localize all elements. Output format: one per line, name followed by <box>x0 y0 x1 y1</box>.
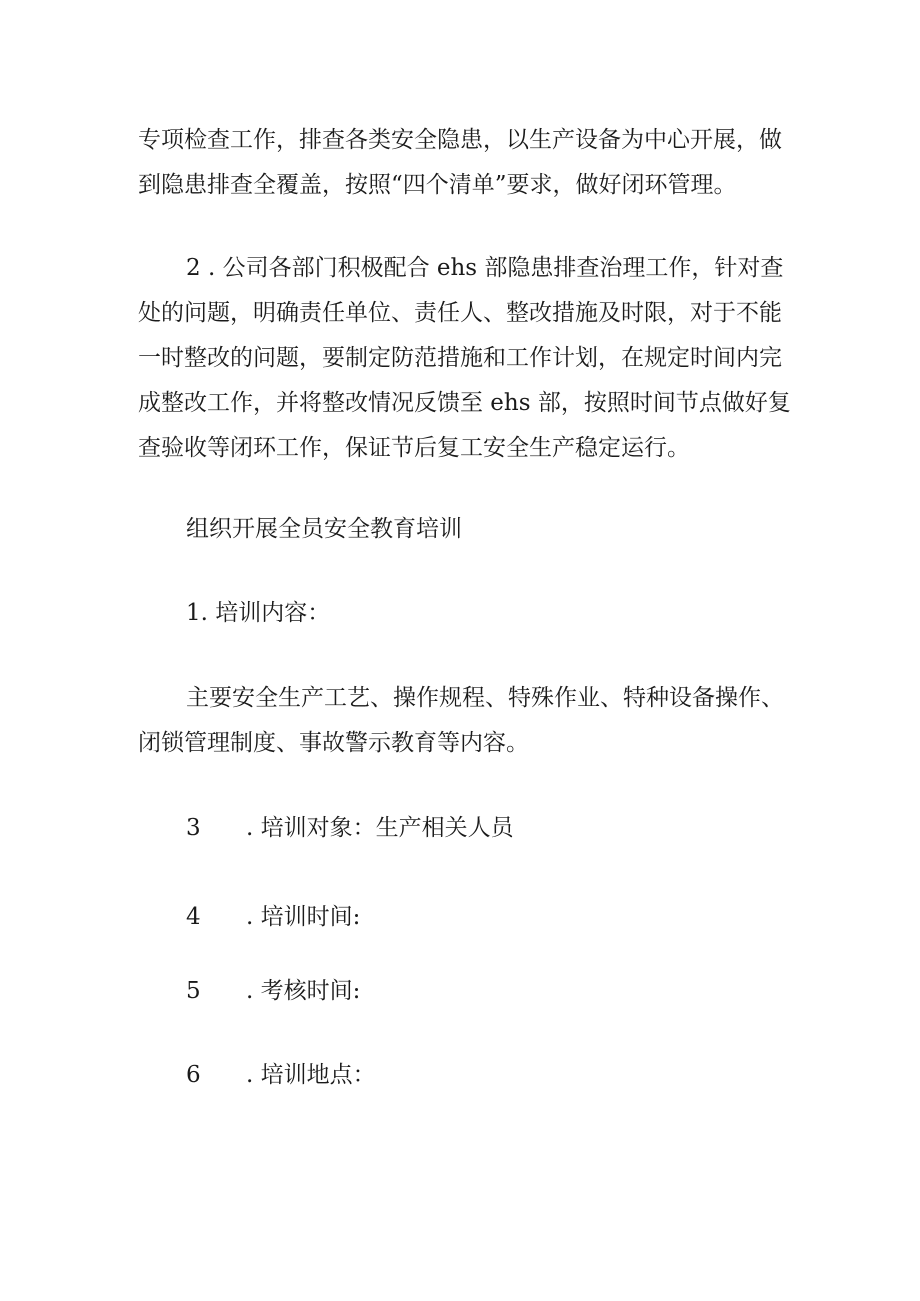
paragraph-training-content <box>138 676 793 766</box>
text-line: 到隐患排查全覆盖，按照“四个清单”要求，做好闭环管理。 <box>138 172 737 198</box>
item-training-time <box>186 895 360 940</box>
item-text: . 考核时间: <box>246 978 361 1004</box>
text-line: 闭锁管理制度、事故警示教育等内容。 <box>138 730 529 756</box>
item-text: . 培训地点： <box>246 1062 376 1088</box>
item-number: 5 <box>186 978 201 1004</box>
item-number: 6 <box>186 1062 201 1088</box>
item-training-location <box>186 1053 376 1098</box>
text-line: 成整改工作，并将整改情况反馈至 ehs 部，按照时间节点做好复 <box>138 390 791 416</box>
text-line: 主要安全生产工艺、操作规程、特殊作业、特种设备操作、 <box>186 685 784 711</box>
item-number: 4 <box>186 904 201 930</box>
item-training-target <box>186 806 514 851</box>
section-heading <box>138 507 841 552</box>
text-line: 专项检查工作，排查各类安全隐患，以生产设备为中心开展，做 <box>138 127 782 153</box>
text-line: 2 . 公司各部门积极配合 ehs 部隐患排查治理工作，针对查 <box>186 255 784 281</box>
item-text: . 培训对象：生产相关人员 <box>246 815 514 841</box>
text-line: 一时整改的问题，要制定防范措施和工作计划，在规定时间内完 <box>138 345 782 371</box>
item-text: 1. 培训内容： <box>186 600 331 626</box>
item-text: . 培训时间: <box>246 904 361 930</box>
paragraph-inspection <box>138 118 793 208</box>
item-number: 3 <box>186 815 201 841</box>
item-training-content <box>138 591 841 636</box>
text-line: 处的问题，明确责任单位、责任人、整改措施及时限，对于不能 <box>138 300 782 326</box>
heading-text: 组织开展全员安全教育培训 <box>186 516 462 542</box>
text-line: 查验收等闭环工作，保证节后复工安全生产稳定运行。 <box>138 435 690 461</box>
paragraph-department-cooperation <box>138 246 793 471</box>
item-exam-time <box>186 969 360 1014</box>
